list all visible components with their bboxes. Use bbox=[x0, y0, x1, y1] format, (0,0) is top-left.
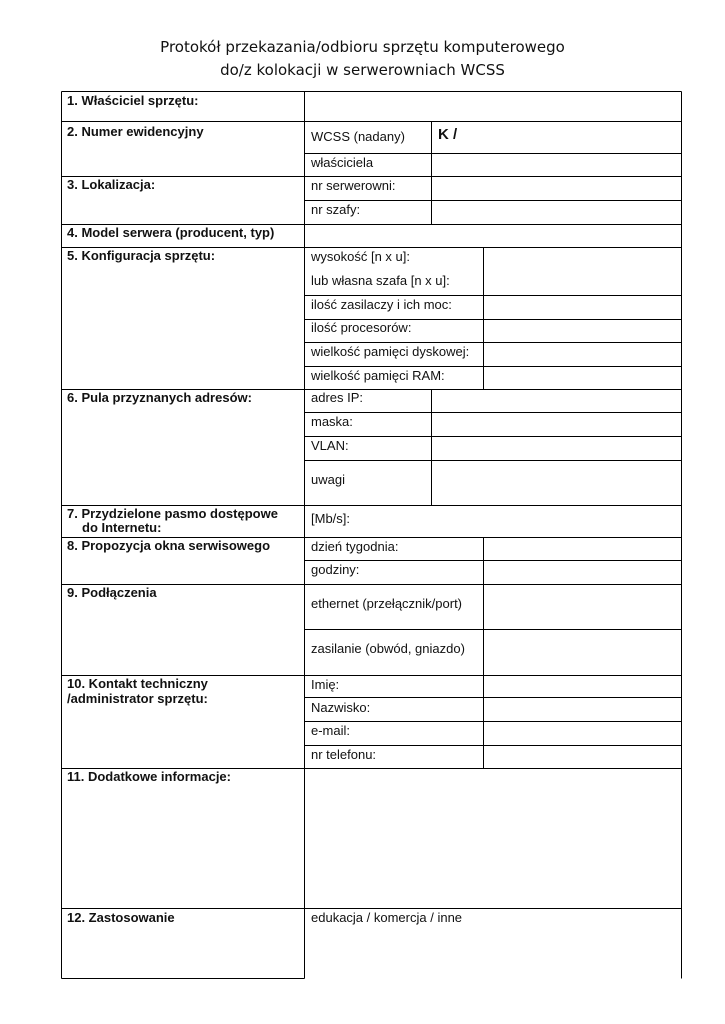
cpu-count-label: ilość procesorów: bbox=[311, 320, 412, 335]
height-label-line-2: lub własna szafa [n x u]: bbox=[311, 273, 450, 288]
hours-label: godziny: bbox=[311, 562, 360, 577]
last-name-label: Nazwisko: bbox=[311, 700, 371, 715]
hardware-config-label: 5. Konfiguracja sprzętu: bbox=[67, 248, 216, 263]
disk-size-label: wielkość pamięci dyskowej: bbox=[311, 344, 470, 359]
owner-number-label: właściciela bbox=[311, 155, 374, 170]
connections-label: 9. Podłączenia bbox=[67, 585, 157, 600]
form-title-line-1: Protokół przekazania/odbioru sprzętu komputerowego bbox=[160, 38, 565, 56]
ram-size-label: wielkość pamięci RAM: bbox=[311, 368, 445, 383]
ip-address-label: adres IP: bbox=[311, 390, 364, 405]
height-label-line-1: wysokość [n x u]: bbox=[311, 249, 410, 264]
address-notes-label: uwagi bbox=[311, 472, 345, 487]
phone-label: nr telefonu: bbox=[311, 747, 377, 762]
tech-contact-label-line-2: /administrator sprzętu: bbox=[67, 691, 208, 706]
ethernet-label: ethernet (przełącznik/port) bbox=[311, 596, 463, 611]
address-pool-label: 6. Pula przyznanych adresów: bbox=[67, 390, 252, 405]
weekday-label: dzień tygodnia: bbox=[311, 539, 399, 554]
location-label: 3. Lokalizacja: bbox=[67, 177, 156, 192]
service-window-label: 8. Propozycja okna serwisowego bbox=[67, 538, 271, 553]
inventory-number-label: 2. Numer ewidencyjny bbox=[67, 124, 204, 139]
wcss-number-label: WCSS (nadany) bbox=[311, 129, 405, 144]
bandwidth-unit-label: [Mb/s]: bbox=[311, 511, 351, 526]
psu-label: ilość zasilaczy i ich moc: bbox=[311, 297, 452, 312]
netmask-label: maska: bbox=[311, 414, 353, 429]
form-title-line-2: do/z kolokacji w serwerowniach WCSS bbox=[220, 61, 505, 79]
vlan-label: VLAN: bbox=[311, 438, 349, 453]
bandwidth-label-line-1: 7. Przydzielone pasmo dostępowe bbox=[67, 506, 278, 521]
first-name-label: Imię: bbox=[311, 677, 340, 692]
bandwidth-label-line-2: do Internetu: bbox=[82, 520, 162, 535]
server-room-label: nr serwerowni: bbox=[311, 178, 396, 193]
email-label: e-mail: bbox=[311, 723, 351, 738]
power-label: zasilanie (obwód, gniazdo) bbox=[311, 641, 465, 656]
owner-label: 1. Właściciel sprzętu: bbox=[67, 93, 199, 108]
wcss-number-value: K / bbox=[438, 126, 458, 143]
usage-options-label: edukacja / komercja / inne bbox=[311, 910, 463, 925]
tech-contact-label-line-1: 10. Kontakt techniczny bbox=[67, 676, 208, 691]
server-model-label: 4. Model serwera (producent, typ) bbox=[67, 225, 275, 240]
usage-label: 12. Zastosowanie bbox=[67, 910, 175, 925]
rack-number-label: nr szafy: bbox=[311, 202, 361, 217]
additional-info-label: 11. Dodatkowe informacje: bbox=[67, 769, 231, 784]
